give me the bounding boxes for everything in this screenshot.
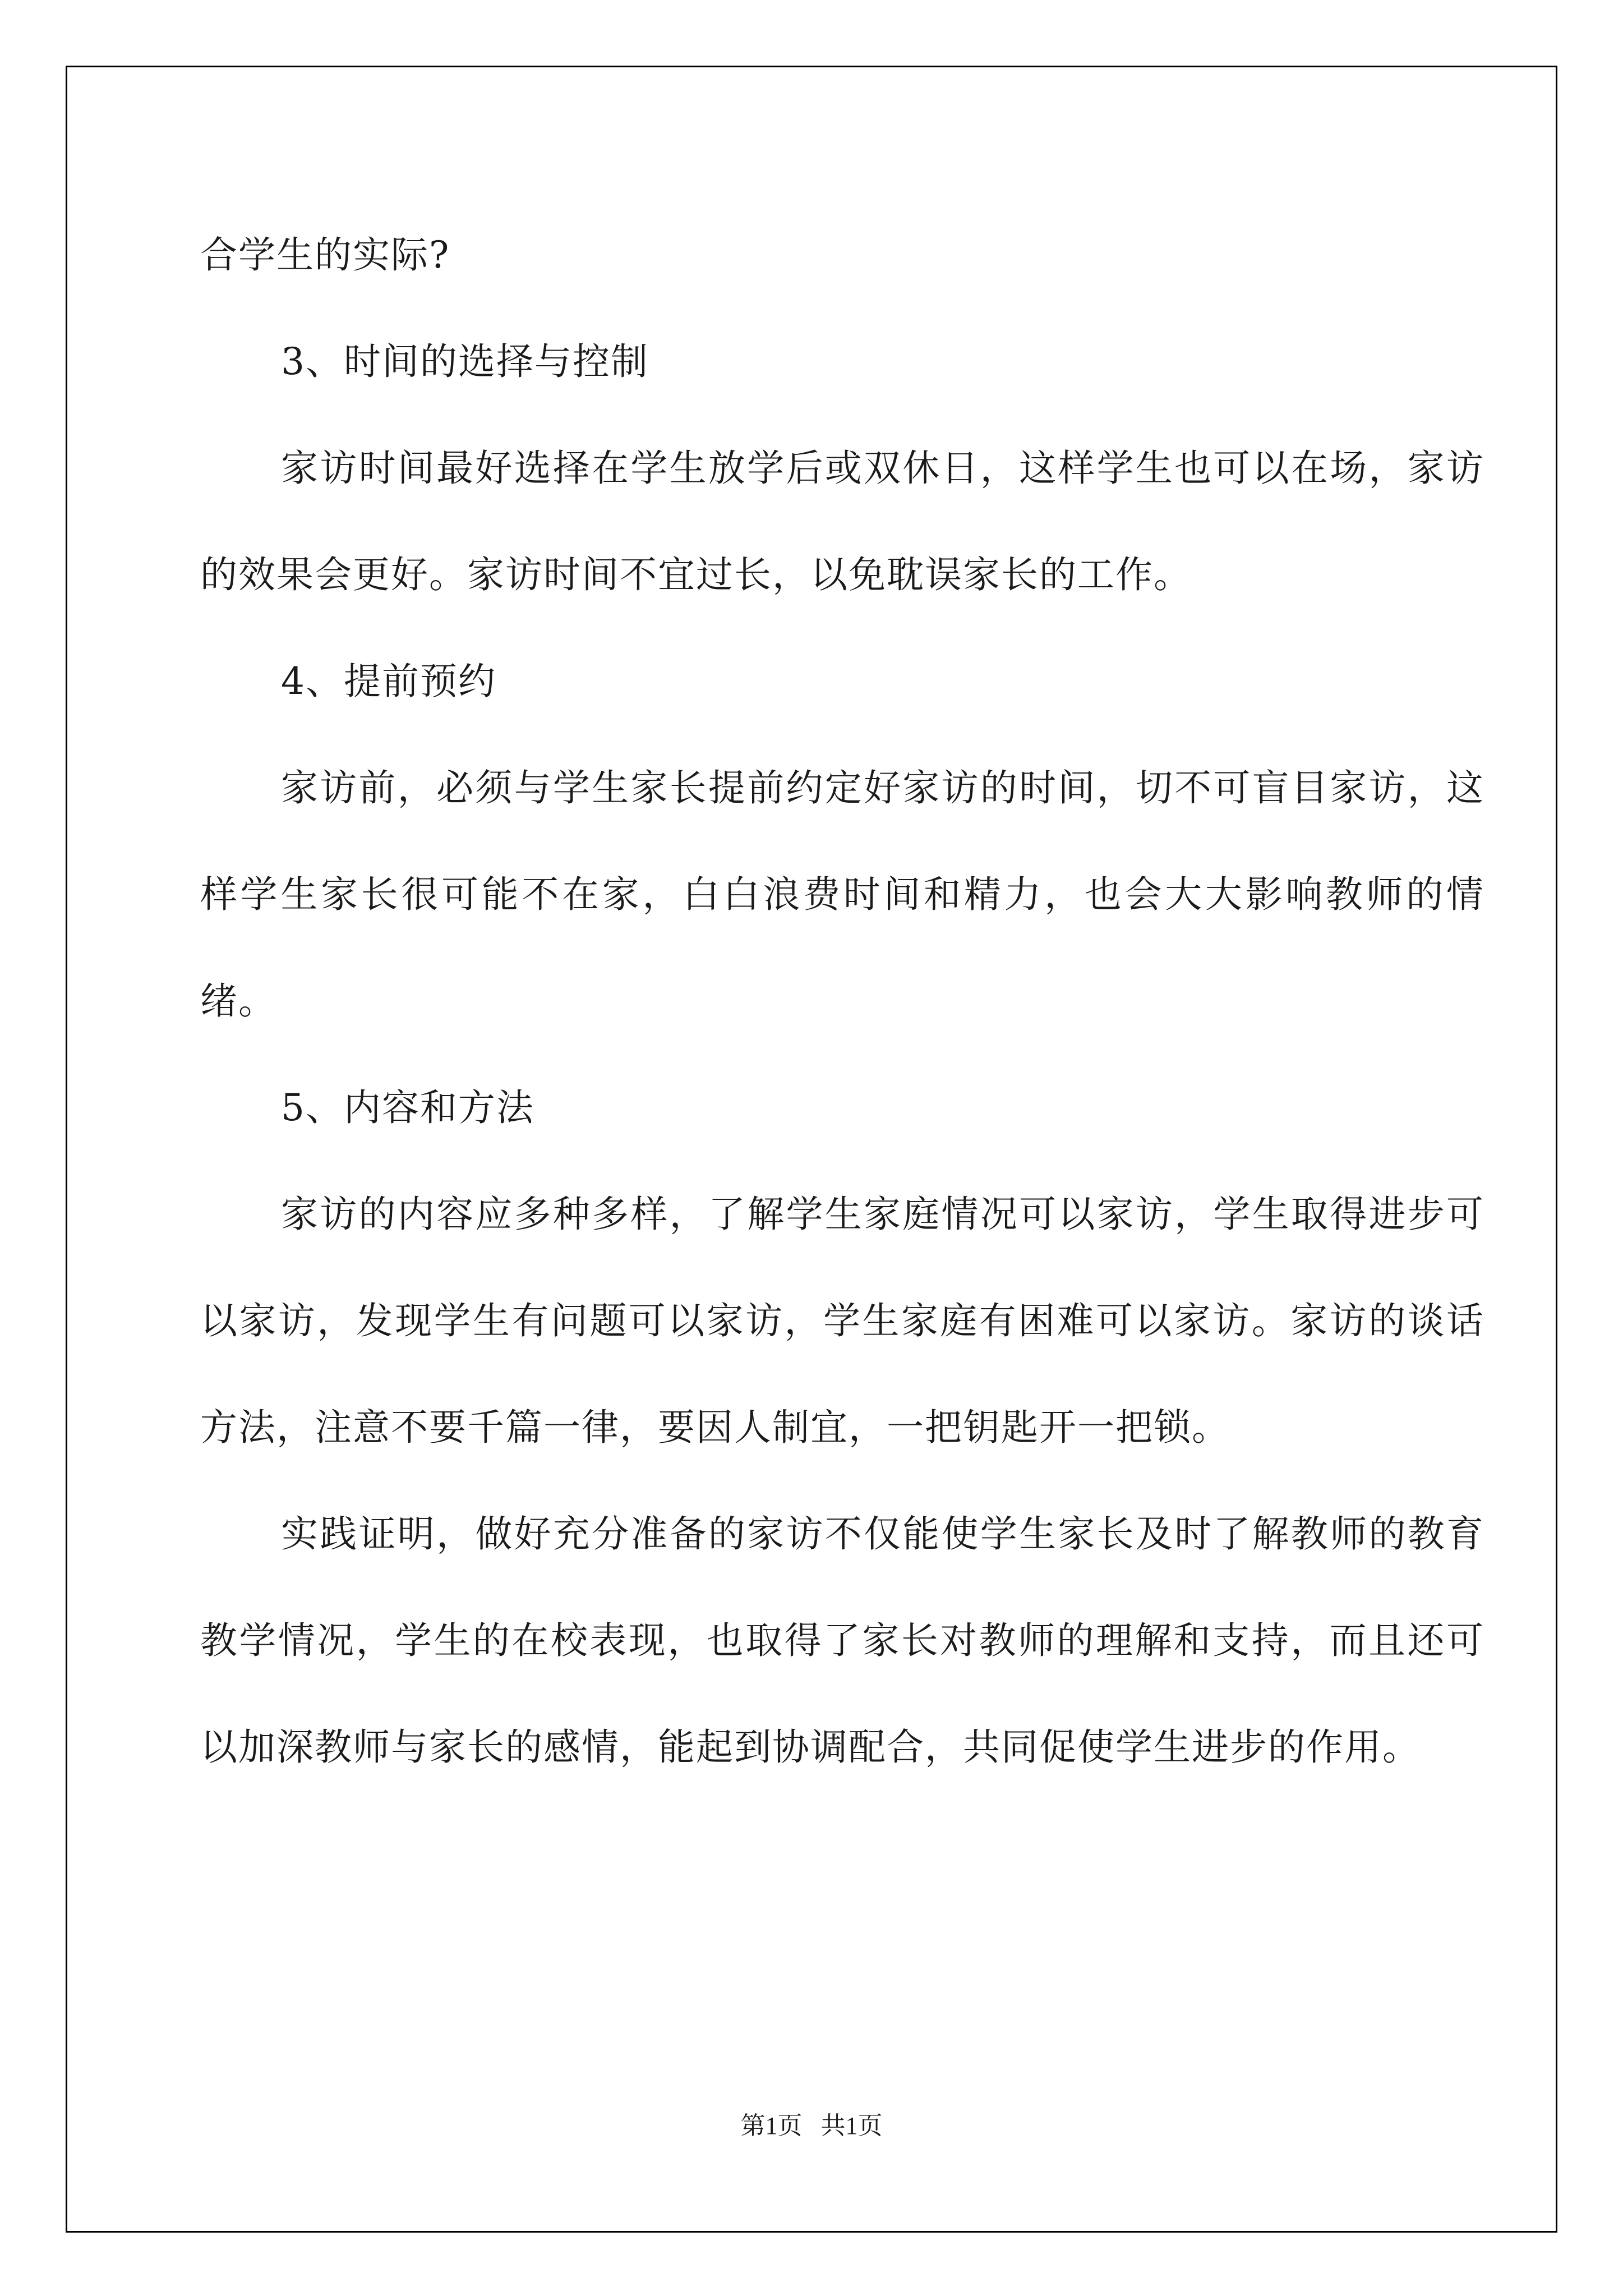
section-heading-time: 3、时间的选择与控制 bbox=[281, 340, 649, 383]
paragraph-appointment: 家访前，必须与学生家长提前约定好家访的时间，切不可盲目家访，这样学生家长很可能不在家，白白浪费时间和精力，也会大大影响教师的情绪。 bbox=[200, 766, 1484, 1023]
page-footer bbox=[0, 2109, 1623, 2143]
section-heading-content-method: 5、内容和方法 bbox=[281, 1086, 534, 1129]
paragraph-content-method: 家访的内容应多种多样，了解学生家庭情况可以家访，学生取得进步可以家访，发现学生有问题可以家访，学生家庭有困难可以家访。家访的谈话方法，注意不要千篇一律，要因人制宜，一把钥匙开一把锁。 bbox=[200, 1193, 1484, 1449]
document-body bbox=[200, 202, 1484, 1801]
paragraph-conclusion: 实践证明，做好充分准备的家访不仅能使学生家长及时了解教师的教育教学情况，学生的在校表现，也取得了家长对教师的理解和支持，而且还可以加深教师与家长的感情，能起到协调配合，共同促使学生进步的作用。 bbox=[200, 1512, 1484, 1769]
page-number: 第1页 bbox=[740, 2112, 803, 2139]
paragraph-continuation: 合学生的实际? bbox=[200, 233, 450, 277]
page-total: 共1页 bbox=[820, 2112, 883, 2139]
paragraph-time: 家访时间最好选择在学生放学后或双休日，这样学生也可以在场，家访的效果会更好。家访时间不宜过长，以免耽误家长的工作。 bbox=[200, 447, 1484, 596]
section-heading-appointment: 4、提前预约 bbox=[281, 660, 496, 703]
